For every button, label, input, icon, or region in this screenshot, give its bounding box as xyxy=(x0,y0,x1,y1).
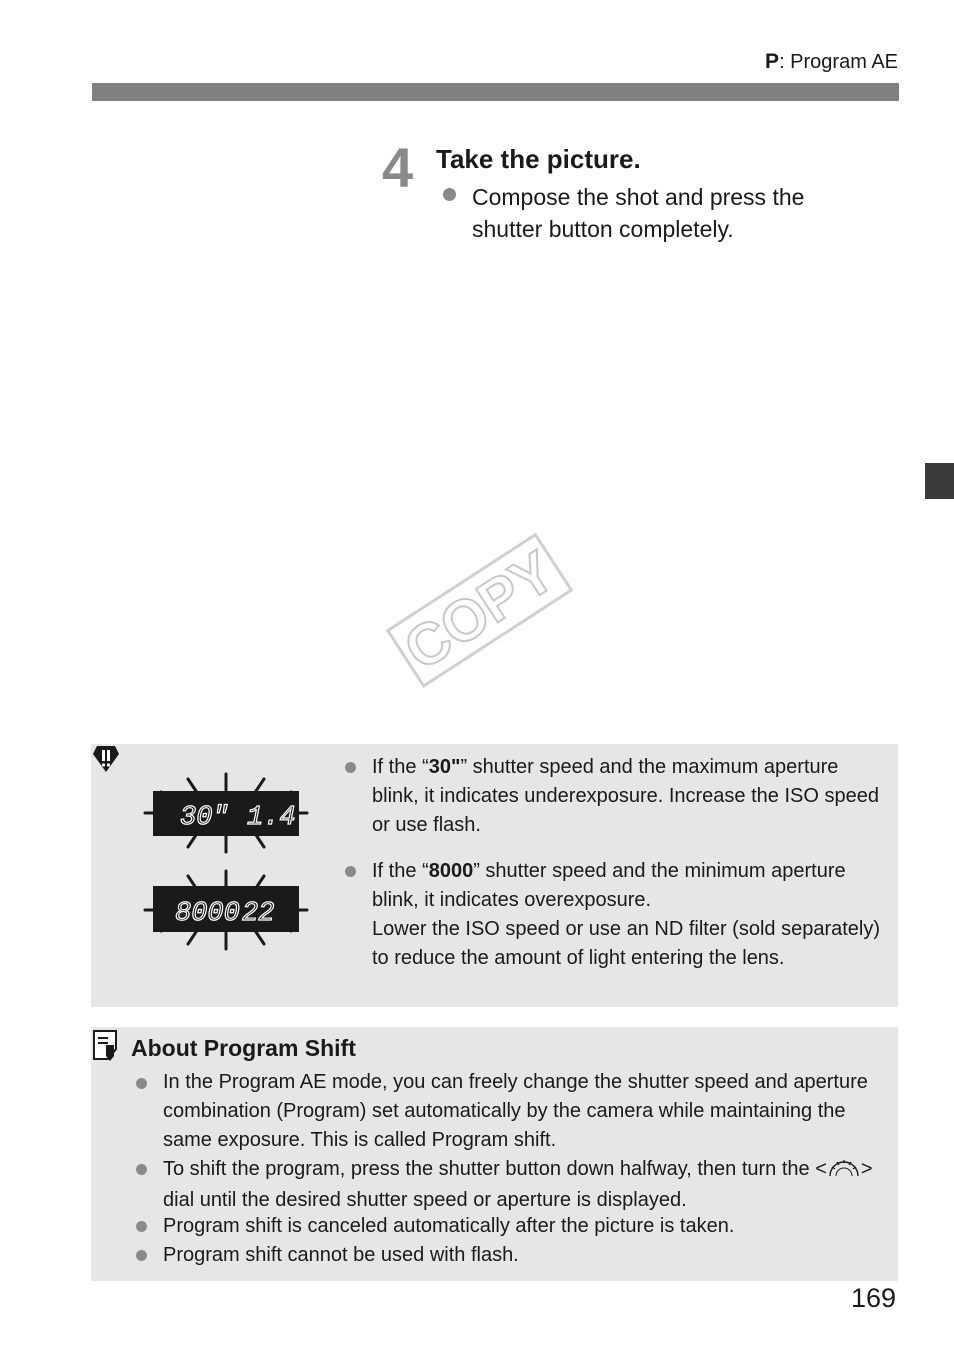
bullet-icon xyxy=(136,1221,147,1232)
caution-item-overexposure: If the “8000” shutter speed and the minimum aperture blink, it indicates overexposure. Lower the ISO speed or use an ND filter (sold separately) to reduce the amount of light entering the lens. xyxy=(372,860,881,969)
step-number: 4 xyxy=(382,136,414,199)
chapter-tab xyxy=(925,463,954,499)
bullet-icon xyxy=(443,188,456,201)
note-icon xyxy=(92,1029,118,1068)
lcd-overexposure xyxy=(143,867,309,958)
header-text: : Program AE xyxy=(779,51,898,73)
step-title: Take the picture. xyxy=(436,144,641,174)
note-title: About Program Shift xyxy=(131,1035,356,1061)
page-number: 169 xyxy=(851,1283,897,1313)
header-bar xyxy=(92,83,899,101)
lcd-aperture-value: 1.4 xyxy=(247,803,296,833)
note-item-2: To shift the program, press the shutter button down halfway, then turn the < > dial until the desired shutter speed or aperture is displayed. xyxy=(163,1158,873,1211)
shutter-30-label: 30" xyxy=(428,756,461,778)
bullet-icon xyxy=(345,762,356,773)
lcd-aperture-value: 22 xyxy=(242,899,275,929)
mode-letter: P xyxy=(765,50,780,73)
bullet-icon xyxy=(136,1078,147,1089)
note-item-3: Program shift is canceled automatically after the picture is taken. xyxy=(163,1215,735,1237)
shutter-8000-label: 8000 xyxy=(428,860,474,882)
watermark-text: COPY xyxy=(393,538,567,683)
main-dial-icon xyxy=(827,1157,861,1186)
note-item-1: In the Program AE mode, you can freely change the shutter speed and aperture combination (Program) set automatically by the camera while maintaining the same exposure. This is called Program shift. xyxy=(163,1071,868,1151)
note-item-4: Program shift cannot be used with flash. xyxy=(163,1244,519,1266)
lcd-shutter-value: 8000 xyxy=(175,899,240,929)
caution-item-underexposure: If the “30"” shutter speed and the maximum aperture blink, it indicates underexposure. Increase the ISO speed or use flash. xyxy=(372,756,879,836)
page-header-title xyxy=(765,50,898,74)
bullet-icon xyxy=(136,1250,147,1261)
bullet-icon xyxy=(345,866,356,877)
bullet-icon xyxy=(136,1164,147,1175)
copy-watermark xyxy=(385,532,577,693)
caution-icon xyxy=(91,744,121,779)
lcd-underexposure xyxy=(143,770,309,861)
lcd-shutter-value: 30" xyxy=(180,803,229,833)
step-instruction: Compose the shot and press the shutter button completely. xyxy=(472,184,805,242)
